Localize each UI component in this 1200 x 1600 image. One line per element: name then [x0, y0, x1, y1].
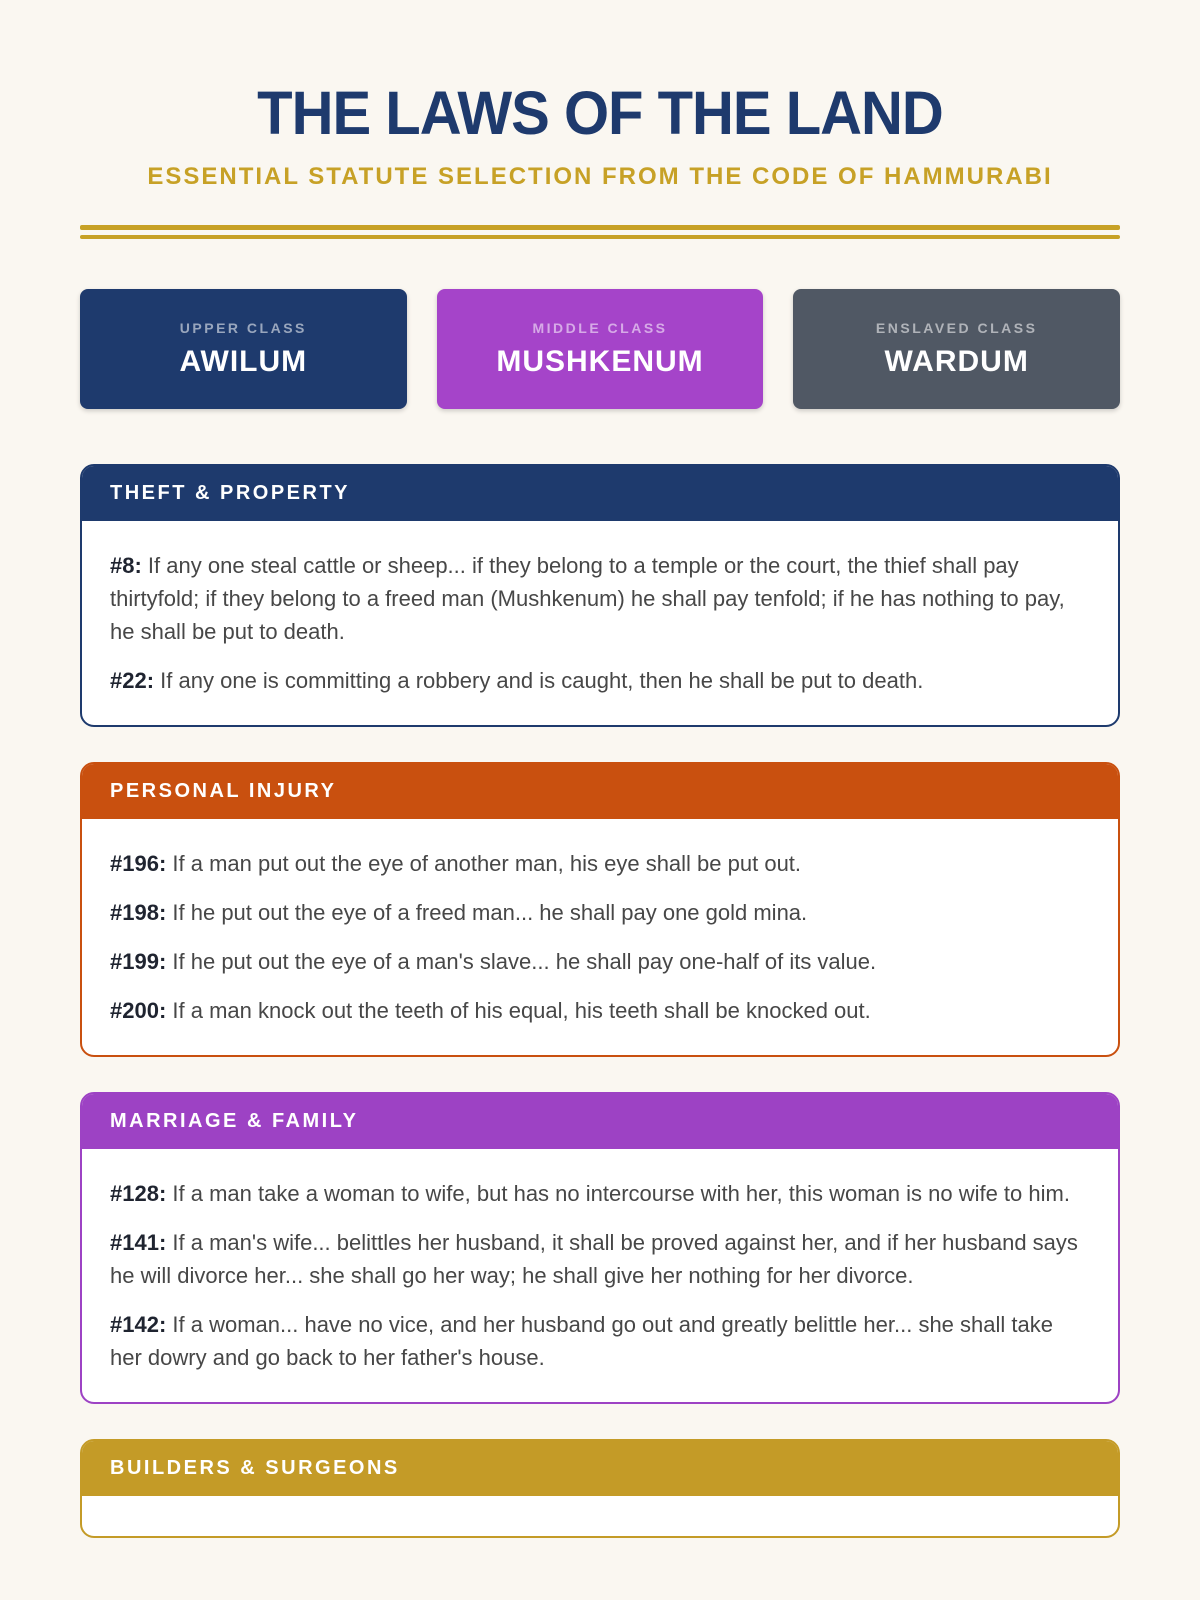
- law-number: #200:: [110, 998, 167, 1023]
- page: [80, 80, 1120, 1538]
- law-section-builders-surgeons: [80, 1439, 1120, 1538]
- double-rule-divider: [80, 225, 1120, 239]
- law-141: [110, 1226, 1090, 1292]
- class-card-label: UPPER CLASS: [179, 319, 307, 336]
- class-card-name: AWILUM: [179, 344, 308, 378]
- law-section-body: [82, 1149, 1118, 1402]
- law-section-title: BUILDERS & SURGEONS: [82, 1441, 1118, 1496]
- class-card-mushkenum: [437, 289, 764, 409]
- law-section-body: [82, 521, 1118, 725]
- law-199: [110, 945, 1090, 978]
- page-title: THE LAWS OF THE LAND: [257, 79, 943, 148]
- law-number: #141:: [110, 1230, 167, 1255]
- law-text: If he put out the eye of a freed man... he shall pay one gold mina.: [172, 900, 808, 925]
- law-198: [110, 896, 1090, 929]
- law-number: #8:: [110, 553, 142, 578]
- law-number: #128:: [110, 1181, 167, 1206]
- law-22: [110, 664, 1090, 697]
- social-class-cards: [80, 289, 1120, 409]
- divider-line-bottom: [80, 235, 1120, 239]
- law-text: If a man take a woman to wife, but has no intercourse with her, this woman is no wife to him.: [172, 1181, 1070, 1206]
- class-card-name: MUSHKENUM: [496, 344, 704, 378]
- law-section-marriage-family: [80, 1092, 1120, 1404]
- law-section-theft-property: [80, 464, 1120, 727]
- law-text: If a man knock out the teeth of his equal, his teeth shall be knocked out.: [172, 998, 871, 1023]
- law-200: [110, 994, 1090, 1027]
- law-text: If a woman... have no vice, and her husband go out and greatly belittle her... she shall take her dowry and go back to her father's house.: [110, 1312, 1053, 1370]
- law-text: If any one is committing a robbery and is caught, then he shall be put to death.: [160, 668, 924, 693]
- law-section-personal-injury: [80, 762, 1120, 1057]
- law-section-body: [82, 819, 1118, 1055]
- law-section-title: PERSONAL INJURY: [82, 764, 1118, 819]
- law-number: #22:: [110, 668, 155, 693]
- class-card-label: MIDDLE CLASS: [532, 319, 668, 336]
- law-text: If any one steal cattle or sheep... if they belong to a temple or the court, the thief shall pay thirtyfold; if they belong to a freed man (Mushkenum) he shall pay tenfold; if he has nothing to pay, he shall be put to death.: [110, 553, 1065, 644]
- class-card-label: ENSLAVED CLASS: [875, 319, 1038, 336]
- class-card-awilum: [80, 289, 407, 409]
- law-text: If a man put out the eye of another man, his eye shall be put out.: [172, 851, 802, 876]
- law-196: [110, 847, 1090, 880]
- law-142: [110, 1308, 1090, 1374]
- law-8: [110, 549, 1090, 648]
- law-section-title: MARRIAGE & FAMILY: [82, 1094, 1118, 1149]
- law-number: #196:: [110, 851, 167, 876]
- law-text: If a man's wife... belittles her husband, it shall be proved against her, and if her husband says he will divorce her... she shall go her way; he shall give her nothing for her divorce.: [110, 1230, 1078, 1288]
- class-card-name: WARDUM: [884, 344, 1029, 378]
- divider-line-top: [80, 225, 1120, 230]
- law-number: #142:: [110, 1312, 167, 1337]
- page-subtitle: ESSENTIAL STATUTE SELECTION FROM THE CODE OF HAMMURABI: [147, 163, 1053, 190]
- law-sections: [80, 464, 1120, 1538]
- class-card-wardum: [793, 289, 1120, 409]
- law-section-body: [82, 1496, 1118, 1536]
- law-text: If he put out the eye of a man's slave... he shall pay one-half of its value.: [172, 949, 877, 974]
- law-section-title: THEFT & PROPERTY: [82, 466, 1118, 521]
- law-number: #199:: [110, 949, 167, 974]
- law-number: #198:: [110, 900, 167, 925]
- law-128: [110, 1177, 1090, 1210]
